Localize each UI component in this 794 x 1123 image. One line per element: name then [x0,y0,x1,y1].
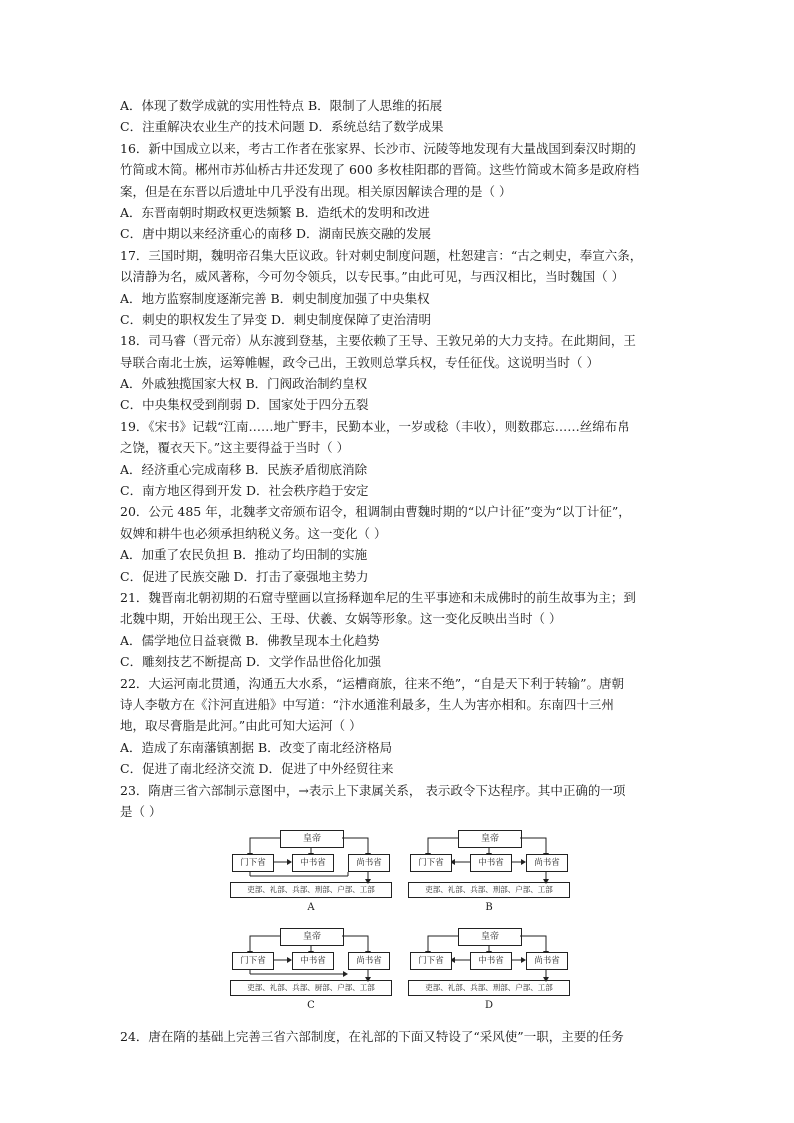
caption-a: A [307,902,315,914]
text-line: 之饶，覆衣天下。”这主要得益于当时（ ） [120,440,350,456]
six-ministries-bar: 吏部、礼部、兵部、刑部、户部、工部 [230,882,392,898]
zhongshu-box: 中书省 [470,854,512,872]
caption-b: B [485,902,493,914]
exam-page [120,95,680,1048]
text-line: 地，取尽膏脂是此河。”由此可知大运河（ ） [120,718,362,734]
six-ministries-bar: 吏部、礼部、兵部、厨部、户部、工部 [230,980,392,996]
question-block [120,587,680,673]
diagram-d [408,926,570,1016]
text-line: C．中央集权受到削弱 D．国家处于四分五裂 [120,397,369,413]
question-block [120,95,680,138]
text-line: C．促进了民族交融 D．打击了豪强地主势力 [120,568,369,584]
text-line: 北魏中期，开始出现王公、王母、伏羲、女娲等形象。这一变化反映出当时（ ） [120,611,562,627]
caption-c: C [307,1000,315,1012]
text-line: C．南方地区得到开发 D．社会秩序趋于安定 [120,483,369,499]
shangshu-box: 尚书省 [348,854,390,872]
caption-d: D [484,1000,494,1012]
menxia-box: 门下省 [232,952,274,970]
zhongshu-box: 中书省 [292,952,334,970]
text-line: 19．《宋书》记载“江南……地广野丰，民勤本业，一岁或稔（丰收），则数郡忘……丝绵布帛 [120,418,630,434]
text-line: 22．大运河南北贯通，沟通五大水系，“运槽商旅，往来不绝”，“自是天下利于转输”。唐朝 [120,675,624,691]
text-line: 奴婢和耕牛也必须承担纳税义务。这一变化（ ） [120,525,387,541]
question-block [120,673,680,780]
text-line: 以清静为名，威风著称，今可勿令领兵，以专民事。”由此可见，与西汉相比，当时魏国（ ） [120,269,625,285]
text-line: A．儒学地位日益衰微 B．佛教呈现本土化趋势 [120,632,380,648]
text-line: 20．公元 485 年，北魏孝文帝颁布诏令，租调制由曹魏时期的“以户计征”变为“以丁计征”， [120,504,631,520]
text-line: 诗人李敬方在《汴河直进船》中写道：“汴水通淮利最多，生人为害亦相和。东南四十三州 [120,696,614,712]
menxia-box: 门下省 [410,952,452,970]
text-line: A．造成了东南藩镇割据 B．改变了南北经济格局 [120,739,393,755]
shangshu-box: 尚书省 [526,854,568,872]
diagram-c [230,926,392,1016]
text-line: 18．司马睿（晋元帝）从东渡到登基，主要依赖了王导、王敦兄弟的大力支持。在此期间，王 [120,333,636,349]
text-line: C．刺史的职权发生了异变 D．刺史制度保障了吏治清明 [120,311,432,327]
menxia-box: 门下省 [232,854,274,872]
text-line: C．促进了南北经济交流 D．促进了中外经贸往来 [120,761,394,777]
six-ministries-bar: 吏部、礼部、兵部、刑部、户部、工部 [408,882,570,898]
text-line: 17．三国时期，魏明帝召集大臣议政。针对刺史制度问题，杜恕建言：“古之刺史，奉宣六条， [120,247,643,263]
question-block [120,501,680,587]
emperor-box: 皇帝 [458,928,522,946]
question-24-line: 24．唐在隋的基础上完善三省六部制度，在礼部的下面又特设了“采风使”一职，主要的任务 [120,1029,624,1045]
emperor-box: 皇帝 [280,928,344,946]
three-departments-diagrams [120,828,680,1020]
text-line: 导联合南北士族，运筹帷幄，政令己出，王敦则总掌兵权，专任征伐。这说明当时（ ） [120,354,599,370]
diagram-a [230,828,392,918]
text-line: A．加重了农民负担 B．推动了均田制的实施 [120,547,368,563]
six-ministries-bar: 吏部、礼部、兵部、刑部、户部、工部 [408,980,570,996]
text-line: 21．魏晋南北朝初期的石窟寺壁画以宣扬释迦牟尼的生平事迹和未成佛时的前生故事为主；到 [120,589,636,605]
text-line: A．外戚独揽国家大权 B．门阀政治制约皇权 [120,376,368,392]
text-line: C．注重解决农业生产的技术问题 D．系统总结了数学成果 [120,119,444,135]
question-block [120,138,680,245]
text-line: C．唐中期以来经济重心的南移 D．湖南民族交融的发展 [120,226,432,242]
text-line: A．地方监察制度逐渐完善 B．刺史制度加强了中央集权 [120,290,430,306]
question-block [120,330,680,416]
text-line: 竹简或木简。郴州市苏仙桥古井还发现了 600 多枚桂阳郡的晋简。这些竹简或木简多是政府档 [120,162,640,178]
emperor-box: 皇帝 [458,830,522,848]
question-block [120,245,680,331]
diagram-b [408,828,570,918]
questions [120,95,680,822]
text-line: 是（ ） [120,803,162,819]
question-block [120,780,680,823]
text-line: A．体现了数学成就的实用性特点 B．限制了人思维的拓展 [120,98,443,113]
emperor-box: 皇帝 [280,830,344,848]
text-line: 16．新中国成立以来，考古工作者在张家界、长沙市、沅陵等地发现有大量战国到秦汉时期的 [120,140,636,156]
text-line: C．雕刻技艺不断提高 D．文学作品世俗化加强 [120,654,382,670]
shangshu-box: 尚书省 [348,952,390,970]
shangshu-box: 尚书省 [526,952,568,970]
text-line: 案，但是在东晋以后遗址中几乎没有出现。相关原因解读合理的是（ ） [120,183,512,199]
zhongshu-box: 中书省 [470,952,512,970]
text-line: A．经济重心完成南移 B．民族矛盾彻底消除 [120,461,368,477]
text-line: 23．隋唐三省六部制示意图中，→表示上下隶属关系， 表示政令下达程序。其中正确的一项 [120,782,626,798]
zhongshu-box: 中书省 [292,854,334,872]
menxia-box: 门下省 [410,854,452,872]
text-line: A．东晋南朝时期政权更迭频繁 B．造纸术的发明和改进 [120,204,430,220]
question-block [120,416,680,502]
